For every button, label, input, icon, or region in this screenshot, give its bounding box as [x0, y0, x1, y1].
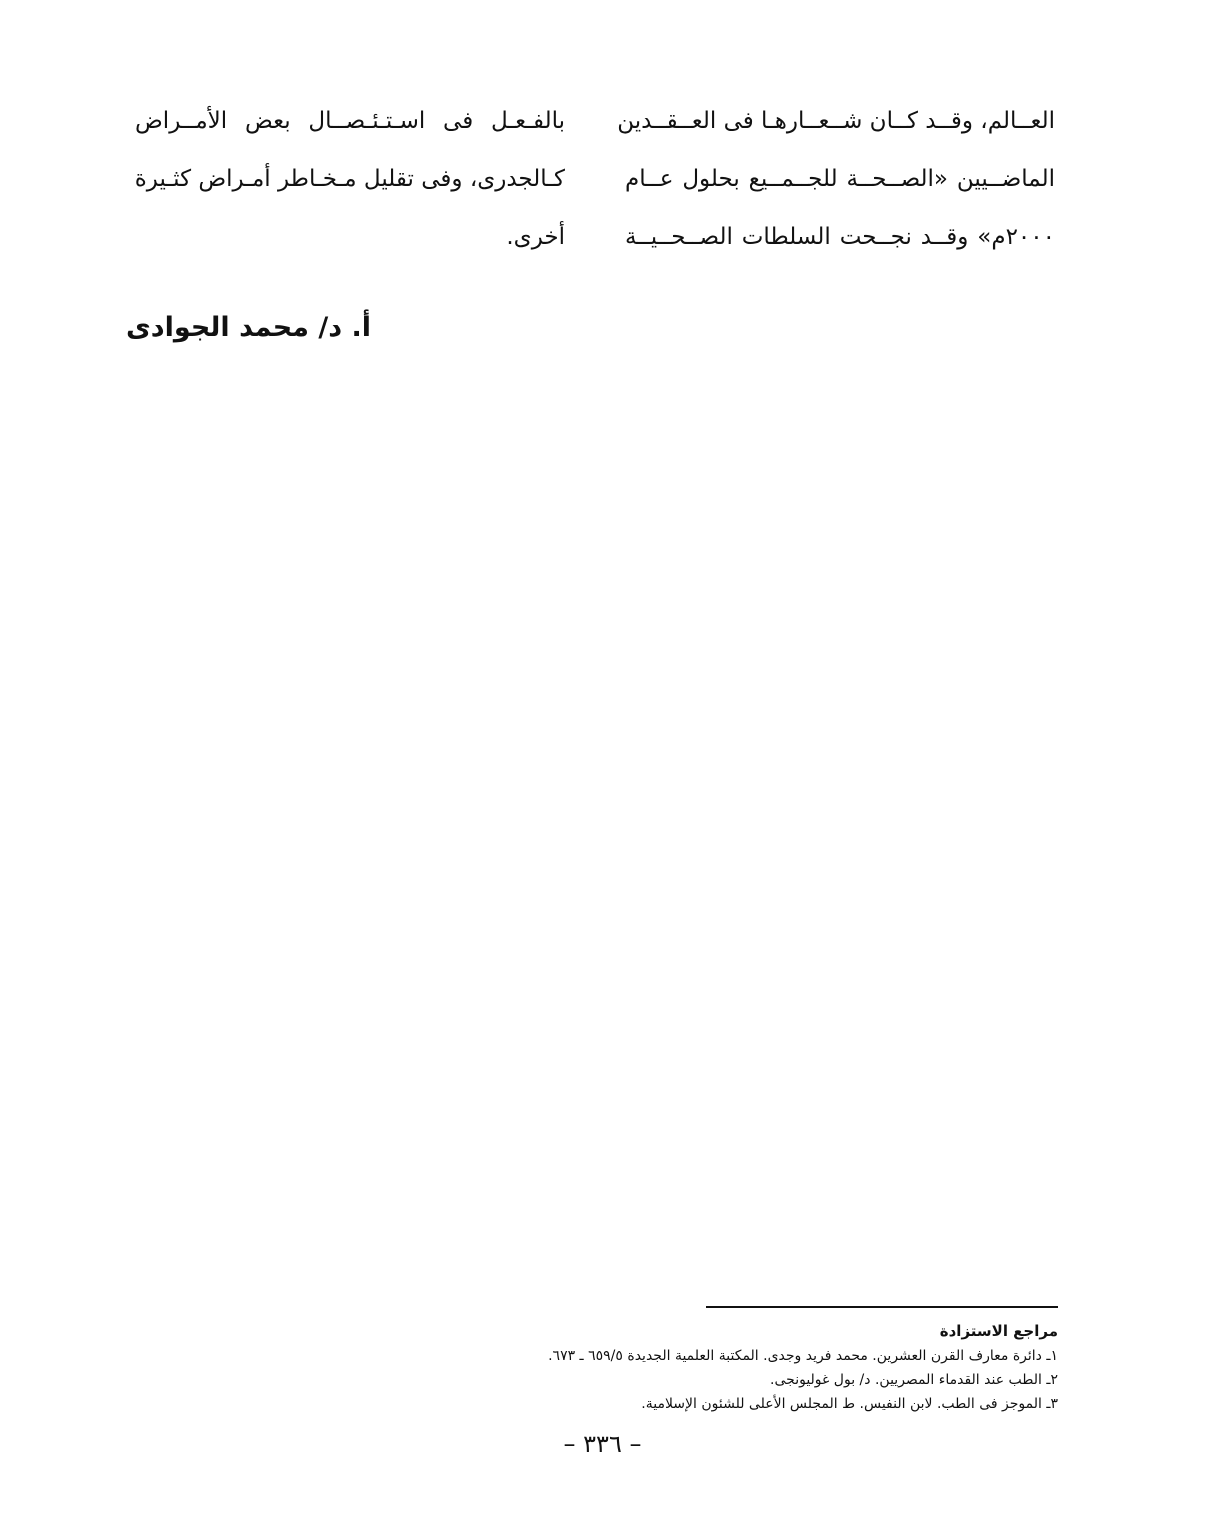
references-section	[458, 1318, 1058, 1416]
body-line: العــالم، وقــد كــان شــعــارهـا فى العــقــدين	[617, 108, 1055, 134]
body-column-right	[617, 92, 1055, 266]
references-title: مراجع الاستزادة	[939, 1322, 1058, 1340]
body-line: بالفـعـل فى اسـتـئـصــال بعض الأمــراض	[135, 108, 565, 134]
page-number: – ٣٣٦ –	[563, 1430, 642, 1458]
footnote-divider	[706, 1306, 1058, 1308]
body-line: الماضــيين «الصــحــة للجــمــيع بحلول عــام	[625, 166, 1055, 192]
body-line: ٢٠٠٠م» وقــد نجــحت السلطات الصــحــيــة	[625, 224, 1055, 250]
body-column-left	[135, 92, 565, 266]
reference-item: ١ـ دائرة معارف القرن العشرين. محمد فريد وجدى. المكتبة العلمية الجديدة ٦٥٩/٥ ـ ٦٧٣.	[548, 1348, 1058, 1364]
author-signature: أ. د/ محمد الجوادى	[126, 312, 371, 343]
body-line: كـالجدرى، وفى تقليل مـخـاطر أمـراض كثـيرة	[134, 166, 565, 192]
reference-item: ٢ـ الطب عند القدماء المصريين. د/ بول غوليونجى.	[770, 1372, 1058, 1388]
body-line: أخرى.	[506, 224, 565, 250]
reference-item: ٣ـ الموجز فى الطب. لابن النفيس. ط المجلس الأعلى للشئون الإسلامية.	[641, 1396, 1058, 1412]
